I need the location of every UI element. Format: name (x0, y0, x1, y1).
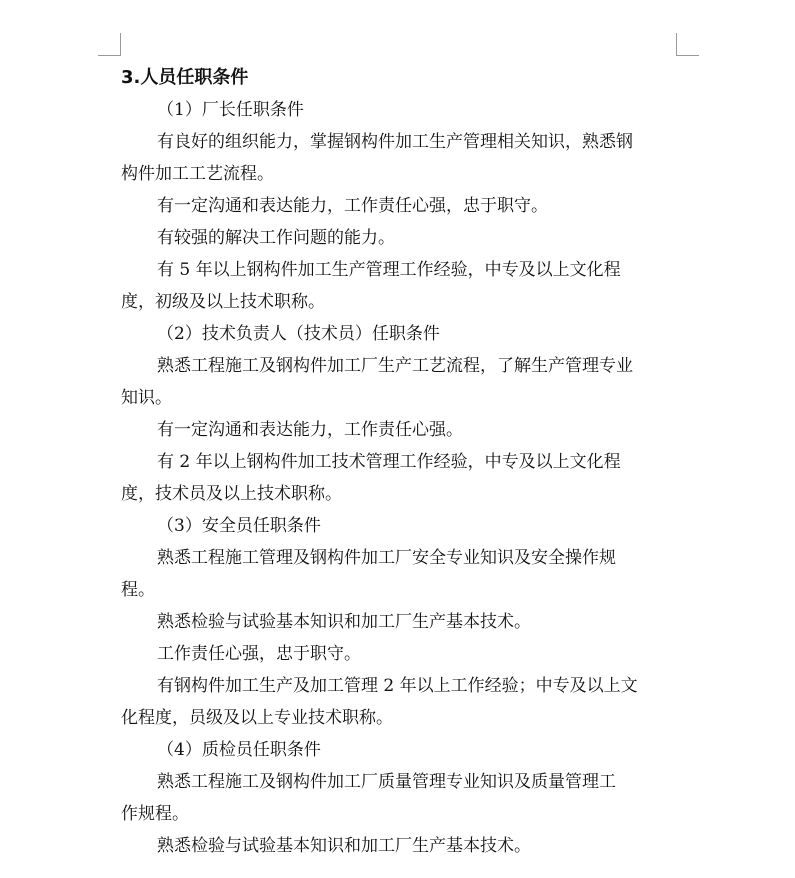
text-line: 熟悉检验与试验基本知识和加工厂生产基本技术。 (157, 612, 531, 632)
text-line: 有良好的组织能力，掌握钢构件加工生产管理相关知识，熟悉钢 (157, 132, 633, 152)
text-line: 知识。 (121, 388, 172, 408)
text-line: 有一定沟通和表达能力，工作责任心强，忠于职守。 (157, 196, 548, 216)
text-line: 有一定沟通和表达能力，工作责任心强。 (157, 420, 463, 440)
margin-corner-top-right (676, 33, 699, 56)
text-line: 有钢构件加工生产及加工管理 2 年以上工作经验；中专及以上文 (157, 676, 638, 696)
margin-corner-top-left (98, 33, 121, 56)
text-line: （3）安全员任职条件 (157, 516, 321, 536)
text-line: 化程度，员级及以上专业技术职称。 (121, 708, 393, 728)
text-line: 有较强的解决工作问题的能力。 (157, 228, 395, 248)
text-line: 度，初级及以上技术职称。 (121, 292, 325, 312)
text-line: 熟悉工程施工及钢构件加工厂生产工艺流程，了解生产管理专业 (157, 356, 633, 376)
text-line: 熟悉工程施工管理及钢构件加工厂安全专业知识及安全操作规 (157, 548, 616, 568)
text-line: 有 2 年以上钢构件加工技术管理工作经验，中专及以上文化程 (157, 452, 621, 472)
text-line: （1）厂长任职条件 (157, 100, 304, 120)
paragraph-lines (121, 94, 677, 862)
text-line: 熟悉工程施工及钢构件加工厂质量管理专业知识及质量管理工 (157, 772, 616, 792)
text-line: 程。 (121, 580, 155, 600)
text-line: 度，技术员及以上技术职称。 (121, 484, 342, 504)
text-line: （4）质检员任职条件 (157, 740, 321, 760)
text-line: 工作责任心强，忠于职守。 (157, 644, 361, 664)
text-line: 作规程。 (121, 804, 189, 824)
text-line: 构件加工工艺流程。 (121, 164, 274, 184)
text-line: 有 5 年以上钢构件加工生产管理工作经验，中专及以上文化程 (157, 260, 621, 280)
text-line: 熟悉检验与试验基本知识和加工厂生产基本技术。 (157, 836, 531, 856)
text-line: （2）技术负责人（技术员）任职条件 (157, 324, 440, 344)
section-heading: 3.人员任职条件 (121, 67, 249, 88)
document-body[interactable] (121, 62, 677, 862)
